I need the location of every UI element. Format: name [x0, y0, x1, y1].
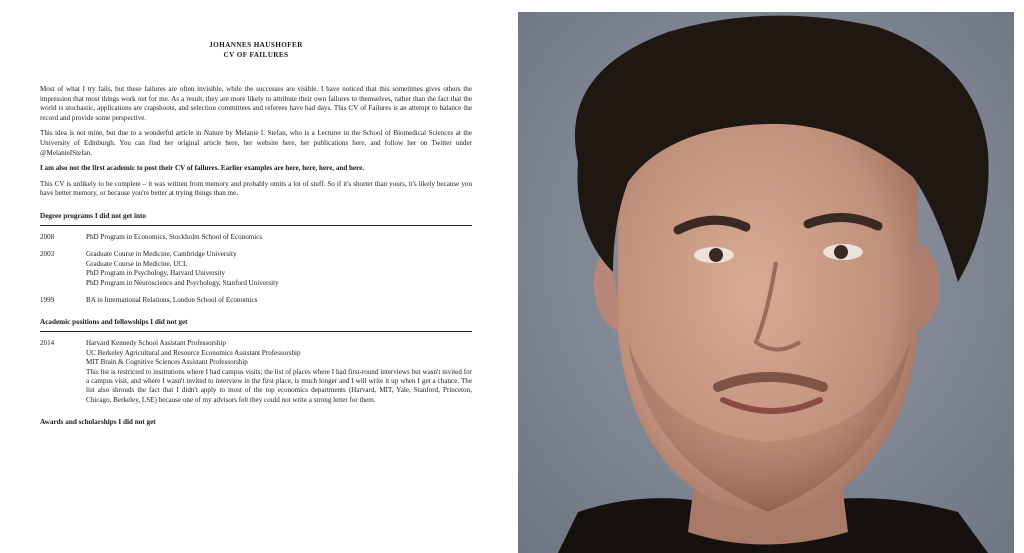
portrait-illustration — [518, 12, 1014, 553]
entry-year: 1999 — [40, 295, 55, 304]
left-iris — [709, 248, 723, 262]
entry-year: 2003 — [40, 250, 55, 259]
entry-line: MIT Brain & Cognitive Sciences Assistant Professorship — [86, 358, 248, 367]
section-heading-degree-programs: Degree programs I did not get into — [40, 212, 472, 226]
entry-lines — [86, 250, 472, 288]
entry-lines — [86, 296, 472, 305]
cv-page — [40, 40, 472, 438]
entry-line: PhD Program in Psychology, Harvard University — [86, 269, 226, 278]
right-iris — [834, 245, 848, 259]
cv-header — [40, 40, 472, 60]
intro-paragraph: Most of what I try fails, but these failures are often invisible, while the successes are visible. I have noticed that this sometimes gives others the impression that most things work out for me. As a result, they are more likely to attribute their own failures to themselves, rather than the fact that the world is stochastic, applications are crapshoots, and selection committees and referees have bad days. This CV of Failures is an attempt to balance the record and provide some perspective. — [40, 85, 472, 122]
entry-line: BA in International Relations, London School of Economics — [86, 295, 258, 304]
entry-line: Graduate Course in Medicine, UCL — [86, 259, 188, 268]
author-name: JOHANNES HAUSHOFER — [209, 41, 303, 49]
section-heading-academic-positions: Academic positions and fellowships I did not get — [40, 318, 472, 332]
cv-entry — [40, 233, 472, 242]
portrait-photo — [518, 12, 1014, 553]
cv-title: CV OF FAILURES — [223, 51, 289, 59]
entry-year: 2008 — [40, 232, 55, 241]
completeness-paragraph: This CV is unlikely to be complete – it was written from memory and probably omits a lot of stuff. So if it's shorter than yours, it's likely because you have better memory, or because you're better at trying things than me. — [40, 179, 472, 198]
entry-line: UC Berkeley Agricultural and Resource Economics Assistant Professorship — [86, 348, 301, 357]
cv-entry — [40, 296, 472, 305]
cv-entry — [40, 339, 472, 405]
entry-line: Graduate Course in Medicine, Cambridge University — [86, 250, 237, 259]
attribution-paragraph: This idea is not mine, but due to a wonderful article in Nature by Melanie I. Stefan, who is a Lecturer in the School of Biomedical Sciences at the University of Edinburgh. You can find her original article here, her website here, her publications here, and follow her on Twitter under @MelanieIStefan. — [40, 129, 472, 157]
entry-line: Harvard Kennedy School Assistant Professorship — [86, 339, 226, 348]
entry-line: PhD Program in Neuroscience and Psychology, Stanford University — [86, 278, 279, 287]
entry-lines — [86, 233, 472, 242]
entry-line: PhD Program in Economics, Stockholm School of Economics — [86, 232, 263, 241]
entry-lines — [86, 339, 472, 405]
entry-note: This list is restricted to institutions where I had campus visits; the list of places where I had first-round interviews but wasn't invited for a campus visit, and where I wasn't invited to interview in the first place, is much longer and I will write it up when I get a chance. The list also shrouds the fact that I didn't apply to most of the top economics departments (Harvard, MIT, Yale, Stanford, Princeton, Chicago, Berkeley, LSE) because one of my advisors felt they could not write a strong letter for them. — [86, 367, 472, 404]
earlier-examples-paragraph: I am also not the first academic to post their CV of failures. Earlier examples are here, here, here, and here. — [40, 164, 365, 173]
cv-entry — [40, 250, 472, 288]
entry-year: 2014 — [40, 339, 55, 348]
section-heading-awards: Awards and scholarships I did not get — [40, 418, 156, 427]
